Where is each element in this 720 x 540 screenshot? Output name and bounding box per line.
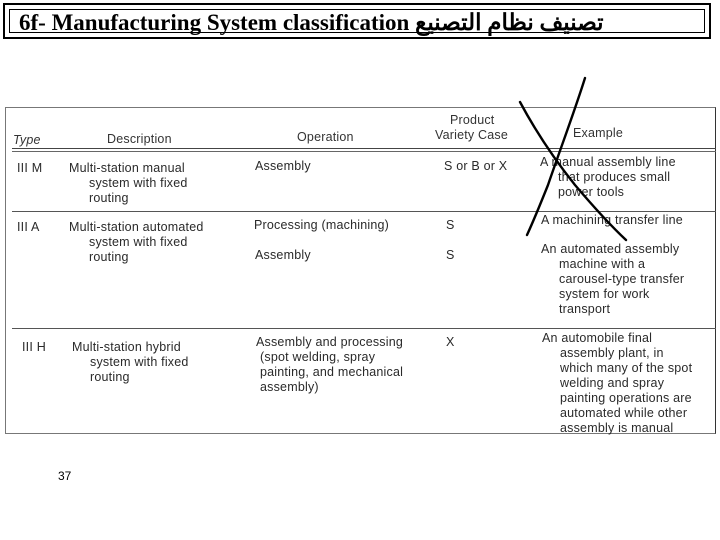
row-variety-iii-h: X	[446, 335, 455, 349]
slide-title-frame	[3, 3, 711, 39]
row-type-iii-h: III H	[22, 340, 46, 354]
header-product-variety-line1: Product	[450, 113, 495, 127]
row-description-iii-a: Multi-station automated system with fixed routing	[69, 220, 204, 264]
row-operation-iii-m: Assembly	[255, 159, 311, 173]
header-example: Example	[573, 126, 624, 140]
slide-title: 6f- Manufacturing System classification تصنيف نظام التصنيع	[19, 10, 604, 35]
row-example-iii-a-1: A machining transfer line	[541, 213, 683, 227]
row-description-iii-m: Multi-station manual system with fixed routing	[69, 161, 188, 205]
row-variety-iii-m: S or B or X	[444, 159, 508, 173]
row-operation-iii-a-2: Assembly	[255, 248, 311, 262]
header-rule-double	[12, 151, 716, 152]
header-type: Type	[13, 133, 41, 147]
row-operation-iii-a-1: Processing (machining)	[254, 218, 390, 232]
header-rule	[12, 148, 716, 149]
row-example-iii-a-2: An automated assembly machine with a carousel-type transfer system for work transport	[541, 242, 685, 316]
page-number: 37	[58, 469, 72, 483]
header-product-variety-line2: Variety Case	[435, 128, 509, 142]
row-example-iii-h: An automobile final assembly plant, in which many of the spot welding and spray painting operations are automated while other assembly is manual	[542, 331, 693, 435]
row-divider	[12, 211, 716, 212]
row-example-iii-m: A manual assembly line that produces small power tools	[540, 155, 676, 199]
row-description-iii-h: Multi-station hybrid system with fixed routing	[72, 340, 189, 384]
row-variety-iii-a-1: S	[446, 218, 455, 232]
row-operation-iii-h: Assembly and processing (spot welding, spray painting, and mechanical assembly)	[256, 335, 404, 394]
header-operation: Operation	[297, 130, 354, 144]
row-type-iii-m: III M	[17, 161, 43, 175]
row-divider	[12, 328, 716, 329]
row-variety-iii-a-2: S	[446, 248, 455, 262]
header-description: Description	[107, 132, 172, 146]
row-type-iii-a: III A	[17, 220, 40, 234]
